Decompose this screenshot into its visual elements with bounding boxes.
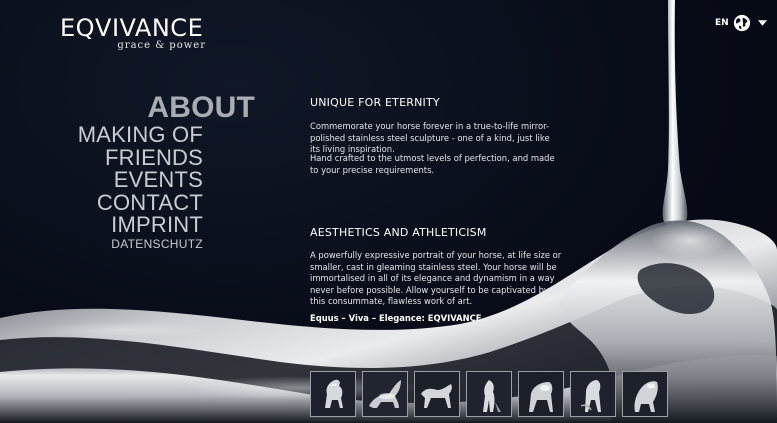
brand-tagline: grace & power (117, 40, 206, 51)
nav-item-imprint (60, 214, 255, 237)
nav-link-datenschutz[interactable]: DATENSCHUTZ (111, 236, 203, 251)
caret-down-icon (758, 20, 767, 26)
thumbnail-strip (310, 371, 668, 417)
main-navigation (60, 92, 255, 251)
section-paragraph: Commemorate your horse forever in a true-to-life mirror-polished stainless steel sculpture - one of a kind, just like its living inspiration. (310, 121, 550, 155)
nav-item-making-of (60, 124, 255, 147)
horse-sculpture-thumbnail-icon (311, 372, 355, 416)
globe-icon (733, 14, 751, 32)
horse-sculpture-thumbnail-icon (519, 372, 563, 416)
language-code: EN (715, 18, 729, 28)
horse-sculpture-thumbnail-icon (363, 372, 407, 416)
nav-link-making-of[interactable]: MAKING OF (77, 122, 203, 147)
brand-logo[interactable] (60, 14, 206, 51)
horse-sculpture-thumbnail-icon (571, 372, 615, 416)
nav-item-friends (60, 144, 255, 170)
thumbnail-4[interactable] (466, 371, 512, 417)
section-title-aesthetics: AESTHETICS AND ATHLETICISM (310, 226, 487, 239)
nav-item-about (60, 92, 255, 124)
language-selector[interactable] (715, 14, 767, 32)
thumbnail-6[interactable] (570, 371, 616, 417)
thumbnail-5[interactable] (518, 371, 564, 417)
thumbnail-2[interactable] (362, 371, 408, 417)
nav-item-contact (60, 189, 255, 215)
brand-name: EQVIVANCE (60, 14, 204, 42)
nav-link-contact[interactable]: CONTACT (96, 189, 203, 215)
horse-sculpture-thumbnail-icon (623, 372, 667, 416)
nav-item-events (60, 169, 255, 192)
horse-sculpture-thumbnail-icon (467, 372, 511, 416)
thumbnail-3[interactable] (414, 371, 460, 417)
thumbnail-1[interactable] (310, 371, 356, 417)
section-paragraph: A powerfully expressive portrait of your horse, at life size or smaller, cast in gleaming stainless steel. Your horse will be immortalised in all of its elegance and dynamism in a way never before possible. Allow yourself to be captivated by this consummate, flawless work of art. (310, 250, 562, 307)
motto-text: Equus – Viva – Elegance: EQVIVANCE (310, 313, 482, 323)
nav-link-friends[interactable]: FRIENDS (105, 144, 203, 170)
nav-link-events[interactable]: EVENTS (113, 167, 203, 192)
nav-item-datenschutz (60, 237, 255, 251)
nav-link-imprint[interactable]: IMPRINT (111, 212, 203, 237)
section-paragraph: Hand crafted to the utmost levels of perfection, and made to your precise requirements. (310, 153, 555, 175)
horse-sculpture-thumbnail-icon (415, 372, 459, 416)
section-title-unique-for-eternity: UNIQUE FOR ETERNITY (310, 96, 440, 109)
thumbnail-7[interactable] (622, 371, 668, 417)
nav-link-about[interactable]: ABOUT (147, 91, 255, 124)
